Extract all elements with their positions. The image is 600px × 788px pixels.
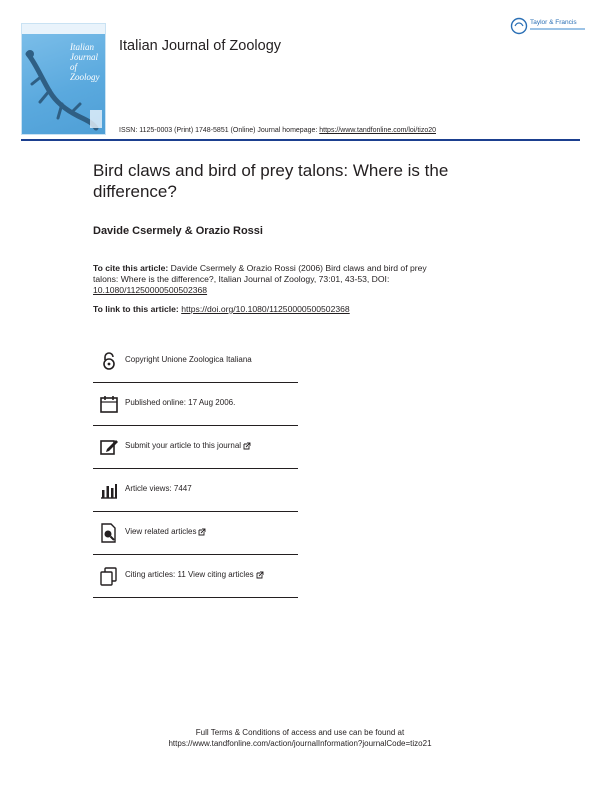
copyright-text: Copyright Unione Zoologica Italiana bbox=[125, 355, 252, 364]
footer-terms-link[interactable]: https://www.tandfonline.com/action/journalInformation?journalCode=tizo21 bbox=[168, 739, 432, 748]
info-row-citing[interactable] bbox=[93, 555, 298, 598]
external-link-icon bbox=[256, 571, 264, 579]
issn-line bbox=[119, 127, 436, 134]
search-document-icon bbox=[99, 523, 119, 543]
info-row-submit[interactable] bbox=[93, 426, 298, 469]
citation-text: Davide Csermely & Orazio Rossi (2006) Bird claws and bird of prey talons: Where is the difference?, Italian Journal of Zoology, 73:01, 43-53, DOI: bbox=[93, 263, 427, 284]
edit-icon bbox=[99, 437, 119, 457]
issn-text: ISSN: 1125-0003 (Print) 1748-5851 (Online) Journal homepage: bbox=[119, 127, 320, 134]
citation-block bbox=[93, 263, 453, 296]
published-date-text: Published online: 17 Aug 2006. bbox=[125, 398, 236, 407]
header-divider bbox=[21, 139, 580, 141]
bar-chart-icon bbox=[99, 480, 119, 500]
article-link-label: To link to this article: bbox=[93, 304, 182, 314]
publisher-logo[interactable] bbox=[510, 17, 588, 39]
citing-articles-icon bbox=[99, 566, 119, 586]
submit-article-label: Submit your article to this journal bbox=[125, 441, 242, 450]
publisher-logo-text: Taylor & Francis bbox=[530, 19, 577, 26]
external-link-icon bbox=[198, 528, 206, 536]
related-articles-link[interactable] bbox=[125, 527, 206, 536]
citing-articles-link[interactable] bbox=[125, 570, 264, 579]
citation-doi-link[interactable]: 10.1080/11250000500502368 bbox=[93, 285, 208, 295]
footer bbox=[0, 727, 600, 749]
publisher-logo-underline bbox=[530, 28, 585, 30]
info-row-published bbox=[93, 383, 298, 426]
info-row-related[interactable] bbox=[93, 512, 298, 555]
open-access-lock-icon bbox=[99, 351, 119, 371]
article-title: Bird claws and bird of prey talons: Where is the difference? bbox=[93, 161, 449, 201]
article-doi-link[interactable]: https://doi.org/10.1080/11250000500502368 bbox=[181, 304, 350, 314]
article-authors: Davide Csermely & Orazio Rossi bbox=[93, 225, 263, 237]
submit-article-link[interactable] bbox=[125, 441, 251, 450]
journal-title[interactable]: Italian Journal of Zoology bbox=[119, 38, 282, 54]
article-info-list bbox=[93, 340, 298, 598]
calendar-icon bbox=[99, 394, 119, 414]
article-views-text: Article views: 7447 bbox=[125, 484, 192, 493]
footer-terms-text: Full Terms & Conditions of access and use can be found at bbox=[195, 728, 405, 737]
info-row-views bbox=[93, 469, 298, 512]
related-articles-label: View related articles bbox=[125, 527, 197, 536]
cover-title: Italian Journal of Zoology bbox=[70, 42, 100, 82]
info-row-copyright bbox=[93, 340, 298, 383]
external-link-icon bbox=[243, 442, 251, 450]
publisher-logo-icon bbox=[510, 17, 528, 35]
journal-cover-image bbox=[21, 23, 106, 135]
citing-articles-label: Citing articles: 11 View citing articles bbox=[125, 570, 254, 579]
article-link-line bbox=[93, 304, 350, 314]
citation-label: To cite this article: bbox=[93, 263, 169, 273]
journal-homepage-link[interactable]: https://www.tandfonline.com/loi/tizo20 bbox=[319, 127, 436, 134]
